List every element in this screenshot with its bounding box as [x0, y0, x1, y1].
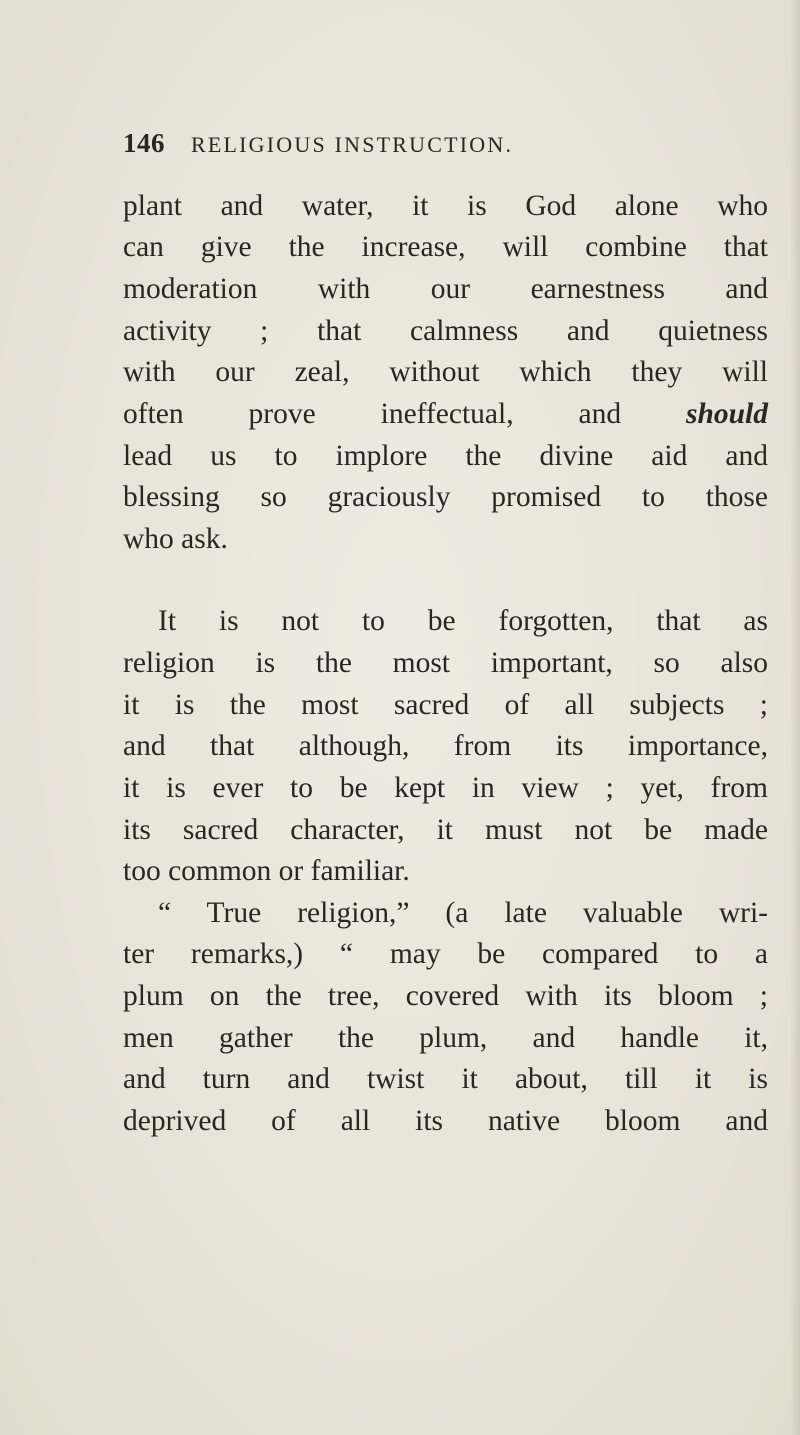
text-line: plum on the tree, covered with its bloom ;: [123, 980, 768, 1012]
text-line: religion is the most important, so also: [123, 647, 768, 679]
page-edge-shadow: [790, 0, 800, 1435]
text-fragment: often prove ineffectual, and: [123, 398, 686, 430]
text-line: plant and water, it is God alone who: [123, 190, 768, 222]
text-line: ter remarks,) “ may be compared to a: [123, 938, 768, 970]
text-line: it is ever to be kept in view ; yet, from: [123, 772, 768, 804]
text-line: men gather the plum, and handle it,: [123, 1022, 768, 1054]
text-line: deprived of all its native bloom and: [123, 1105, 768, 1137]
text-line: it is the most sacred of all subjects ;: [123, 689, 768, 721]
text-line: activity ; that calmness and quietness: [123, 315, 768, 347]
page-header: [123, 128, 723, 168]
paragraph-end-line: too common or familiar.: [123, 855, 410, 887]
paragraph-end-line: who ask.: [123, 523, 228, 555]
paragraph-start-line: It is not to be forgotten, that as: [158, 605, 768, 637]
text-line: moderation with our earnestness and: [123, 273, 768, 305]
text-line-with-emphasis: [123, 394, 768, 434]
text-line: lead us to implore the divine aid and: [123, 440, 768, 472]
text-line: and turn and twist it about, till it is: [123, 1063, 768, 1095]
emphasized-word: should: [686, 398, 768, 430]
running-head: RELIGIOUS INSTRUCTION.: [191, 132, 514, 157]
text-line: can give the increase, will combine that: [123, 231, 768, 263]
paragraph-start-line: “ True religion,” (a late valuable wri-: [158, 897, 768, 929]
text-line: its sacred character, it must not be made: [123, 814, 768, 846]
text-line: and that although, from its importance,: [123, 730, 768, 762]
text-line: with our zeal, without which they will: [123, 356, 768, 388]
text-line: blessing so graciously promised to those: [123, 481, 768, 513]
page-number: 146: [123, 128, 165, 158]
